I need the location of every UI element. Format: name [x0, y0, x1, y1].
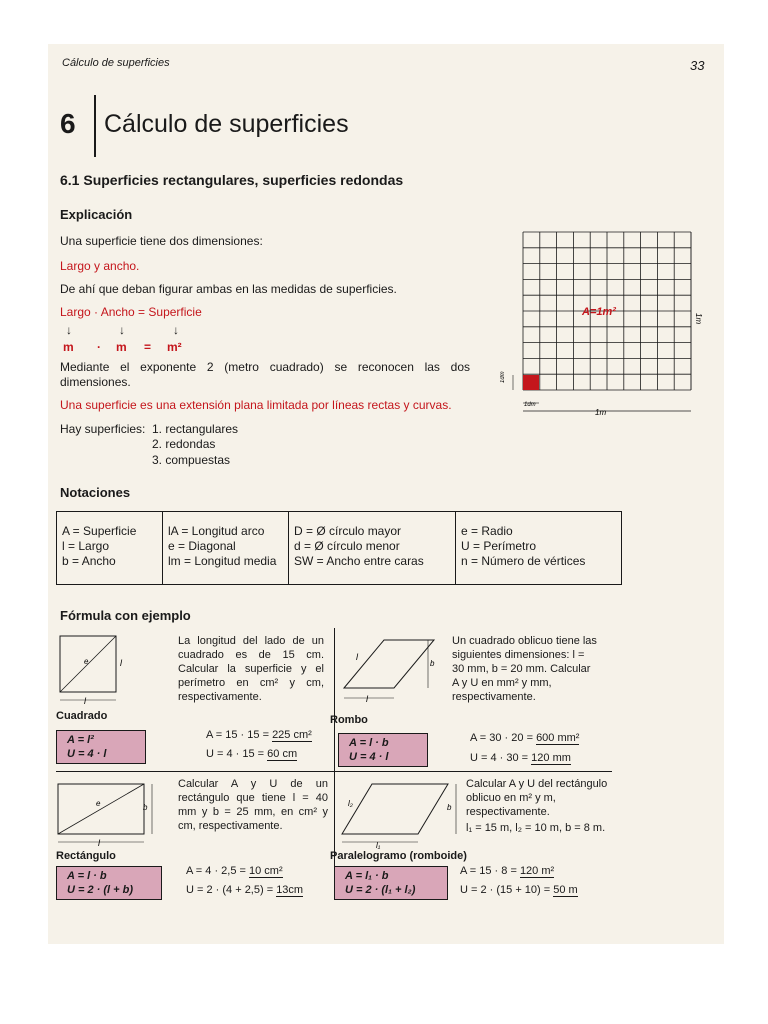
formula-line: U = 4 · l: [349, 751, 389, 763]
notation-col-1: [57, 512, 163, 584]
cuadrado-formula-box: [56, 730, 146, 764]
result: 10 cm²: [249, 865, 283, 877]
rombo-calc-2: U = 4 · 30 = 120 mm: [470, 752, 571, 764]
notation-entry: lA = Longitud arco: [168, 524, 265, 538]
formula-arrow: ↓: [173, 323, 179, 337]
rectangulo-name: Rectángulo: [56, 850, 116, 862]
notation-entry: e = Radio: [461, 524, 513, 538]
paralelogramo-calc-2: U = 2 · (15 + 10) = 50 m: [460, 884, 578, 896]
formula-line: A = l · b: [349, 737, 389, 749]
svg-text:l: l: [366, 694, 368, 704]
rombo-name: Rombo: [330, 714, 368, 726]
chapter-divider: [94, 95, 96, 157]
cuadrado-calc-2: U = 4 · 15 = 60 cm: [206, 748, 298, 760]
chapter-number: 6: [60, 108, 76, 139]
svg-text:b: b: [143, 803, 148, 812]
notation-entry: b = Ancho: [62, 554, 116, 568]
formula-line: A = l · b: [67, 870, 107, 882]
rectangulo-problem: Calcular A y U de un rectángulo que tiene l = 40 mm y b = 25 mm, en cm² y cm, respectivamente.: [178, 778, 328, 832]
cuadrado-problem: La longitud del lado de un cuadrado es de 15 cm. Calcular la superficie y el perímetro en cm² y cm, respectivamente.: [178, 635, 324, 703]
square-diagram: [52, 628, 128, 706]
bottom-label: 1m: [595, 408, 607, 417]
rombo-calc-1: A = 30 · 20 = 600 mm²: [470, 732, 580, 744]
svg-text:l: l: [84, 696, 86, 706]
explicacion-line3: De ahí que deban figurar ambas en las medidas de superficies.: [60, 282, 397, 296]
svg-text:l: l: [98, 838, 100, 848]
notaciones-heading: Notaciones: [60, 485, 131, 500]
result: 120 m²: [519, 865, 555, 877]
type-item: 1. rectangulares: [152, 422, 239, 436]
type-item: 2. redondas: [152, 437, 216, 451]
explicacion-line1: Una superficie tiene dos dimensiones:: [60, 234, 263, 248]
side-label: 1m: [694, 313, 703, 325]
notation-col-3: [289, 512, 456, 584]
type-item: 3. compuestas: [152, 453, 231, 467]
rombo-formula-box: [338, 733, 428, 767]
result: 120 mm: [531, 752, 571, 764]
formula-line: A = l₁ · b: [345, 870, 389, 882]
notation-entry: d = Ø círculo menor: [294, 539, 400, 553]
small-bottom-label: 1dm: [524, 402, 536, 408]
definition-text: Una superficie es una extensión plana limitada por líneas rectas y curvas.: [60, 398, 452, 412]
result: 600 mm²: [536, 732, 580, 744]
svg-text:e: e: [84, 657, 89, 666]
result: 13cm: [276, 884, 304, 896]
rhombus-diagram: [336, 632, 446, 708]
unit-dot: ·: [97, 340, 101, 354]
paralelogramo-name: Paralelogramo (romboide): [330, 850, 467, 862]
notation-entry: D = Ø círculo mayor: [294, 524, 402, 538]
notation-entry: l = Largo: [62, 539, 110, 553]
area-label: A=1m²: [582, 306, 616, 318]
section-title: 6.1 Superficies rectangulares, superficies redondas: [60, 172, 404, 188]
page-number: 33: [690, 58, 705, 73]
svg-text:b: b: [447, 803, 452, 812]
small-side-label: 1dm: [500, 371, 506, 383]
rectangle-diagram: [52, 778, 162, 850]
notation-entry: n = Número de vértices: [461, 554, 586, 568]
svg-text:l₂: l₂: [348, 799, 353, 808]
svg-text:b: b: [430, 659, 435, 668]
exponent-text: Mediante el exponente 2 (metro cuadrado) se reconocen las dos dimensiones.: [60, 360, 470, 389]
svg-text:l: l: [356, 652, 358, 662]
notation-entry: lm = Longitud media: [168, 554, 277, 568]
paralelogramo-problem: Calcular A y U del rectángulo oblicuo en m² y m, respectivamente.: [466, 778, 608, 818]
paralelogramo-problem-values: l₁ = 15 m, l₂ = 10 m, b = 8 m.: [466, 822, 606, 834]
notation-entry: A = Superficie: [62, 524, 137, 538]
notation-table: [56, 511, 622, 585]
formula-line: U = 2 · (l₁ + l₂): [345, 884, 416, 896]
result: 225 cm²: [272, 729, 312, 741]
cuadrado-calc-1: A = 15 · 15 = 225 cm²: [206, 729, 312, 741]
paralelogramo-calc-1: A = 15 · 8 = 120 m²: [460, 865, 555, 877]
svg-text:l: l: [120, 658, 122, 668]
explicacion-heading: Explicación: [60, 207, 133, 222]
unit-m: m: [116, 340, 127, 354]
notation-entry: U = Perímetro: [461, 539, 537, 553]
notation-col-4: [456, 512, 620, 584]
svg-text:e: e: [96, 799, 101, 808]
formula-line: U = 2 · (l + b): [67, 884, 134, 896]
rombo-problem: Un cuadrado oblicuo tiene las siguientes dimensiones: l = 30 mm, b = 20 mm. Calcular A y U en mm² y mm, respectivamente.: [452, 635, 597, 703]
chapter-title: Cálculo de superficies: [104, 110, 349, 138]
formula-line: U = 4 · l: [67, 748, 107, 760]
types-label: Hay superficies:: [60, 422, 146, 436]
paralelogramo-formula-box: [334, 866, 448, 900]
parallelogram-diagram: [336, 776, 462, 852]
result: 60 cm: [267, 748, 298, 760]
result: 50 m: [553, 884, 578, 896]
rectangulo-calc-2: U = 2 · (4 + 2,5) = 13cm: [186, 884, 304, 896]
notation-entry: SW = Ancho entre caras: [294, 554, 424, 568]
formula-words: Largo · Ancho = Superficie: [60, 305, 202, 319]
notation-entry: e = Diagonal: [168, 539, 236, 553]
rectangulo-calc-1: A = 4 · 2,5 = 10 cm²: [186, 865, 283, 877]
unit-equals: =: [144, 340, 152, 354]
unit-m2: m²: [167, 340, 182, 354]
square-meter-grid: [500, 225, 710, 420]
notation-col-2: [163, 512, 289, 584]
rectangulo-formula-box: [56, 866, 162, 900]
formula-line: A = l²: [67, 734, 94, 746]
formulas-heading: Fórmula con ejemplo: [60, 608, 191, 623]
explicacion-line2: Largo y ancho.: [60, 259, 140, 273]
formula-arrow: ↓: [119, 323, 125, 337]
running-title: Cálculo de superficies: [62, 57, 170, 69]
svg-text:l₁: l₁: [376, 841, 381, 850]
unit-m: m: [63, 340, 74, 354]
cuadrado-name: Cuadrado: [56, 710, 108, 722]
formula-arrow: ↓: [66, 323, 72, 337]
